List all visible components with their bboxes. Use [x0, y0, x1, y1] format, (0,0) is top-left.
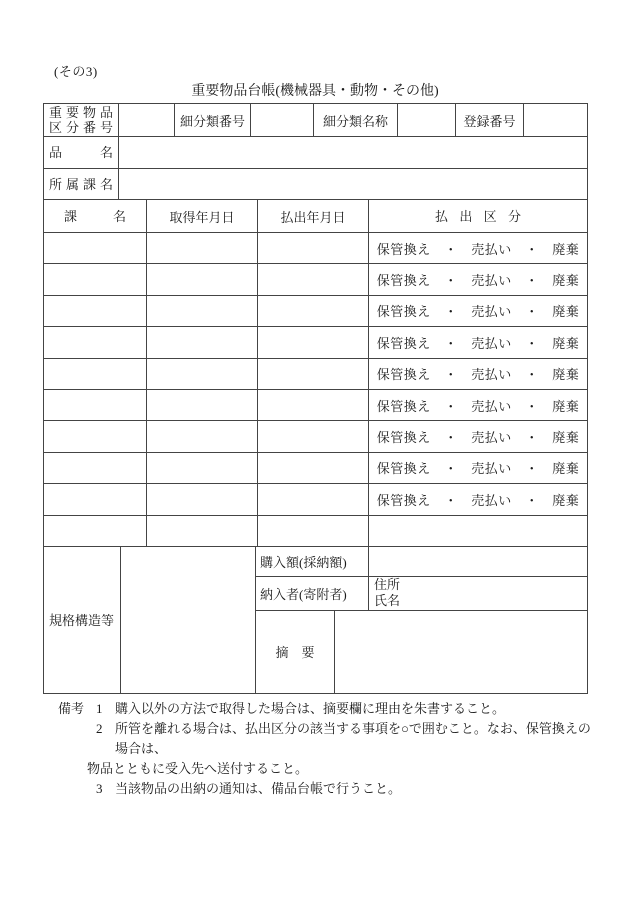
course-name-cell: [44, 390, 147, 420]
acquisition-date-cell: [147, 327, 258, 357]
course-name-cell: [44, 516, 147, 546]
acquisition-date-cell: [147, 264, 258, 294]
subclass-number-label: 細分類番号: [175, 104, 251, 136]
remarks-label: 備考: [58, 701, 85, 716]
item-name-value-cell: [119, 137, 587, 168]
acquisition-date-cell: [147, 296, 258, 326]
supplier-address-label: 住所: [374, 577, 401, 593]
note-line-1: [58, 699, 598, 719]
payout-date-cell: [258, 359, 369, 389]
payout-date-cell: [258, 516, 369, 546]
ledger-row: [44, 359, 587, 390]
payout-date-cell: [258, 233, 369, 263]
item-class-number-label-line1: 重要物品: [49, 105, 113, 120]
payout-date-cell: [258, 484, 369, 514]
course-name-cell: [44, 453, 147, 483]
payout-class-options: 保管換え ・ 売払い ・ 廃棄: [376, 304, 580, 320]
course-name-cell: [44, 359, 147, 389]
payout-date-cell: [258, 390, 369, 420]
supplier-row: [256, 577, 587, 611]
acquisition-date-cell: [147, 484, 258, 514]
acquisition-date-cell: [147, 421, 258, 451]
note-2-text: 所管を離れる場合は、払出区分の該当する事項を○で囲むこと。なお、保管換えの場合は、: [115, 721, 591, 756]
note-2-number: 2: [96, 721, 103, 736]
spec-structure-label: 規格構造等: [44, 547, 121, 693]
ledger-header-row: [44, 200, 587, 233]
acquisition-date-cell: [147, 359, 258, 389]
payout-date-cell: [258, 264, 369, 294]
ledger-row: [44, 516, 587, 547]
department-name-row: [44, 169, 587, 200]
payout-class-options: 保管換え ・ 売払い ・ 廃棄: [376, 241, 580, 257]
ledger-row: [44, 296, 587, 327]
bottom-section: [44, 547, 587, 693]
purchase-amount-label: 購入額(採納額): [256, 547, 369, 576]
department-name-value-cell: [119, 169, 587, 199]
note-line-2-continuation: 物品とともに受入先へ送付すること。: [87, 761, 309, 776]
acquisition-date-cell: [147, 233, 258, 263]
course-name-cell: [44, 421, 147, 451]
item-class-number-value-cell: [119, 104, 175, 136]
payout-class-options: 保管換え ・ 売払い ・ 廃棄: [376, 430, 580, 446]
payout-date-header: 払出年月日: [258, 200, 369, 232]
important-goods-ledger-form: [43, 103, 588, 694]
course-name-header: 課名: [44, 200, 147, 232]
supplier-value-cell: [369, 577, 587, 610]
registration-number-label: 登録番号: [456, 104, 524, 136]
subclass-number-value-cell: [251, 104, 314, 136]
acquisition-date-cell: [147, 390, 258, 420]
note-3-number: 3: [96, 781, 103, 796]
ledger-row: [44, 484, 587, 515]
corner-label: (その3): [54, 64, 98, 79]
ledger-row: [44, 453, 587, 484]
ledger-row: [44, 264, 587, 295]
registration-number-value-cell: [524, 104, 587, 136]
subclass-name-value-cell: [398, 104, 456, 136]
ledger-row: [44, 327, 587, 358]
form-title: 重要物品台帳(機械器具・動物・その他): [191, 84, 439, 99]
course-name-cell: [44, 296, 147, 326]
acquisition-date-cell: [147, 453, 258, 483]
bottom-right-section: [256, 547, 587, 693]
acquisition-date-cell: [147, 516, 258, 546]
item-name-row: [44, 137, 587, 169]
acquisition-date-header: 取得年月日: [147, 200, 258, 232]
ledger-row: [44, 233, 587, 264]
payout-class-options: 保管換え ・ 売払い ・ 廃棄: [376, 335, 580, 351]
course-name-cell: [44, 327, 147, 357]
item-class-number-label-line2: 区分番号: [49, 120, 113, 135]
remarks-notes: [58, 699, 598, 799]
note-line-2: [58, 719, 598, 759]
summary-row: [256, 611, 587, 693]
payout-class-options: 保管換え ・ 売払い ・ 廃棄: [376, 273, 580, 289]
payout-class-options: 保管換え ・ 売払い ・ 廃棄: [376, 461, 580, 477]
item-class-number-label: [44, 104, 119, 136]
ledger-row: [44, 421, 587, 452]
summary-label: 摘 要: [256, 611, 335, 693]
course-name-cell: [44, 264, 147, 294]
id-row: [44, 104, 587, 137]
payout-date-cell: [258, 453, 369, 483]
payout-date-cell: [258, 421, 369, 451]
note-line-3: [58, 779, 598, 799]
subclass-name-label: 細分類名称: [314, 104, 398, 136]
note-1-text: 購入以外の方法で取得した場合は、摘要欄に理由を朱書すること。: [115, 701, 506, 716]
supplier-label: 納入者(寄附者): [256, 577, 369, 610]
payout-date-cell: [258, 327, 369, 357]
payout-class-options: [369, 516, 587, 546]
payout-class-options: 保管換え ・ 売払い ・ 廃棄: [376, 367, 580, 383]
purchase-amount-row: [256, 547, 587, 577]
item-name-label: 品名: [44, 137, 119, 168]
summary-value-cell: [335, 611, 587, 693]
note-3-text: 当該物品の出納の通知は、備品台帳で行うこと。: [115, 781, 402, 796]
payout-class-options: 保管換え ・ 売払い ・ 廃棄: [376, 492, 580, 508]
department-name-label: 所属課名: [44, 169, 119, 199]
payout-class-options: 保管換え ・ 売払い ・ 廃棄: [376, 398, 580, 414]
spec-structure-value-cell: [121, 547, 256, 693]
course-name-cell: [44, 233, 147, 263]
supplier-name-label: 氏名: [374, 593, 401, 609]
ledger-row: [44, 390, 587, 421]
payout-date-cell: [258, 296, 369, 326]
payout-class-header: 払出区分: [435, 208, 521, 224]
note-1-number: 1: [96, 701, 103, 716]
purchase-amount-value-cell: [369, 547, 587, 576]
course-name-cell: [44, 484, 147, 514]
